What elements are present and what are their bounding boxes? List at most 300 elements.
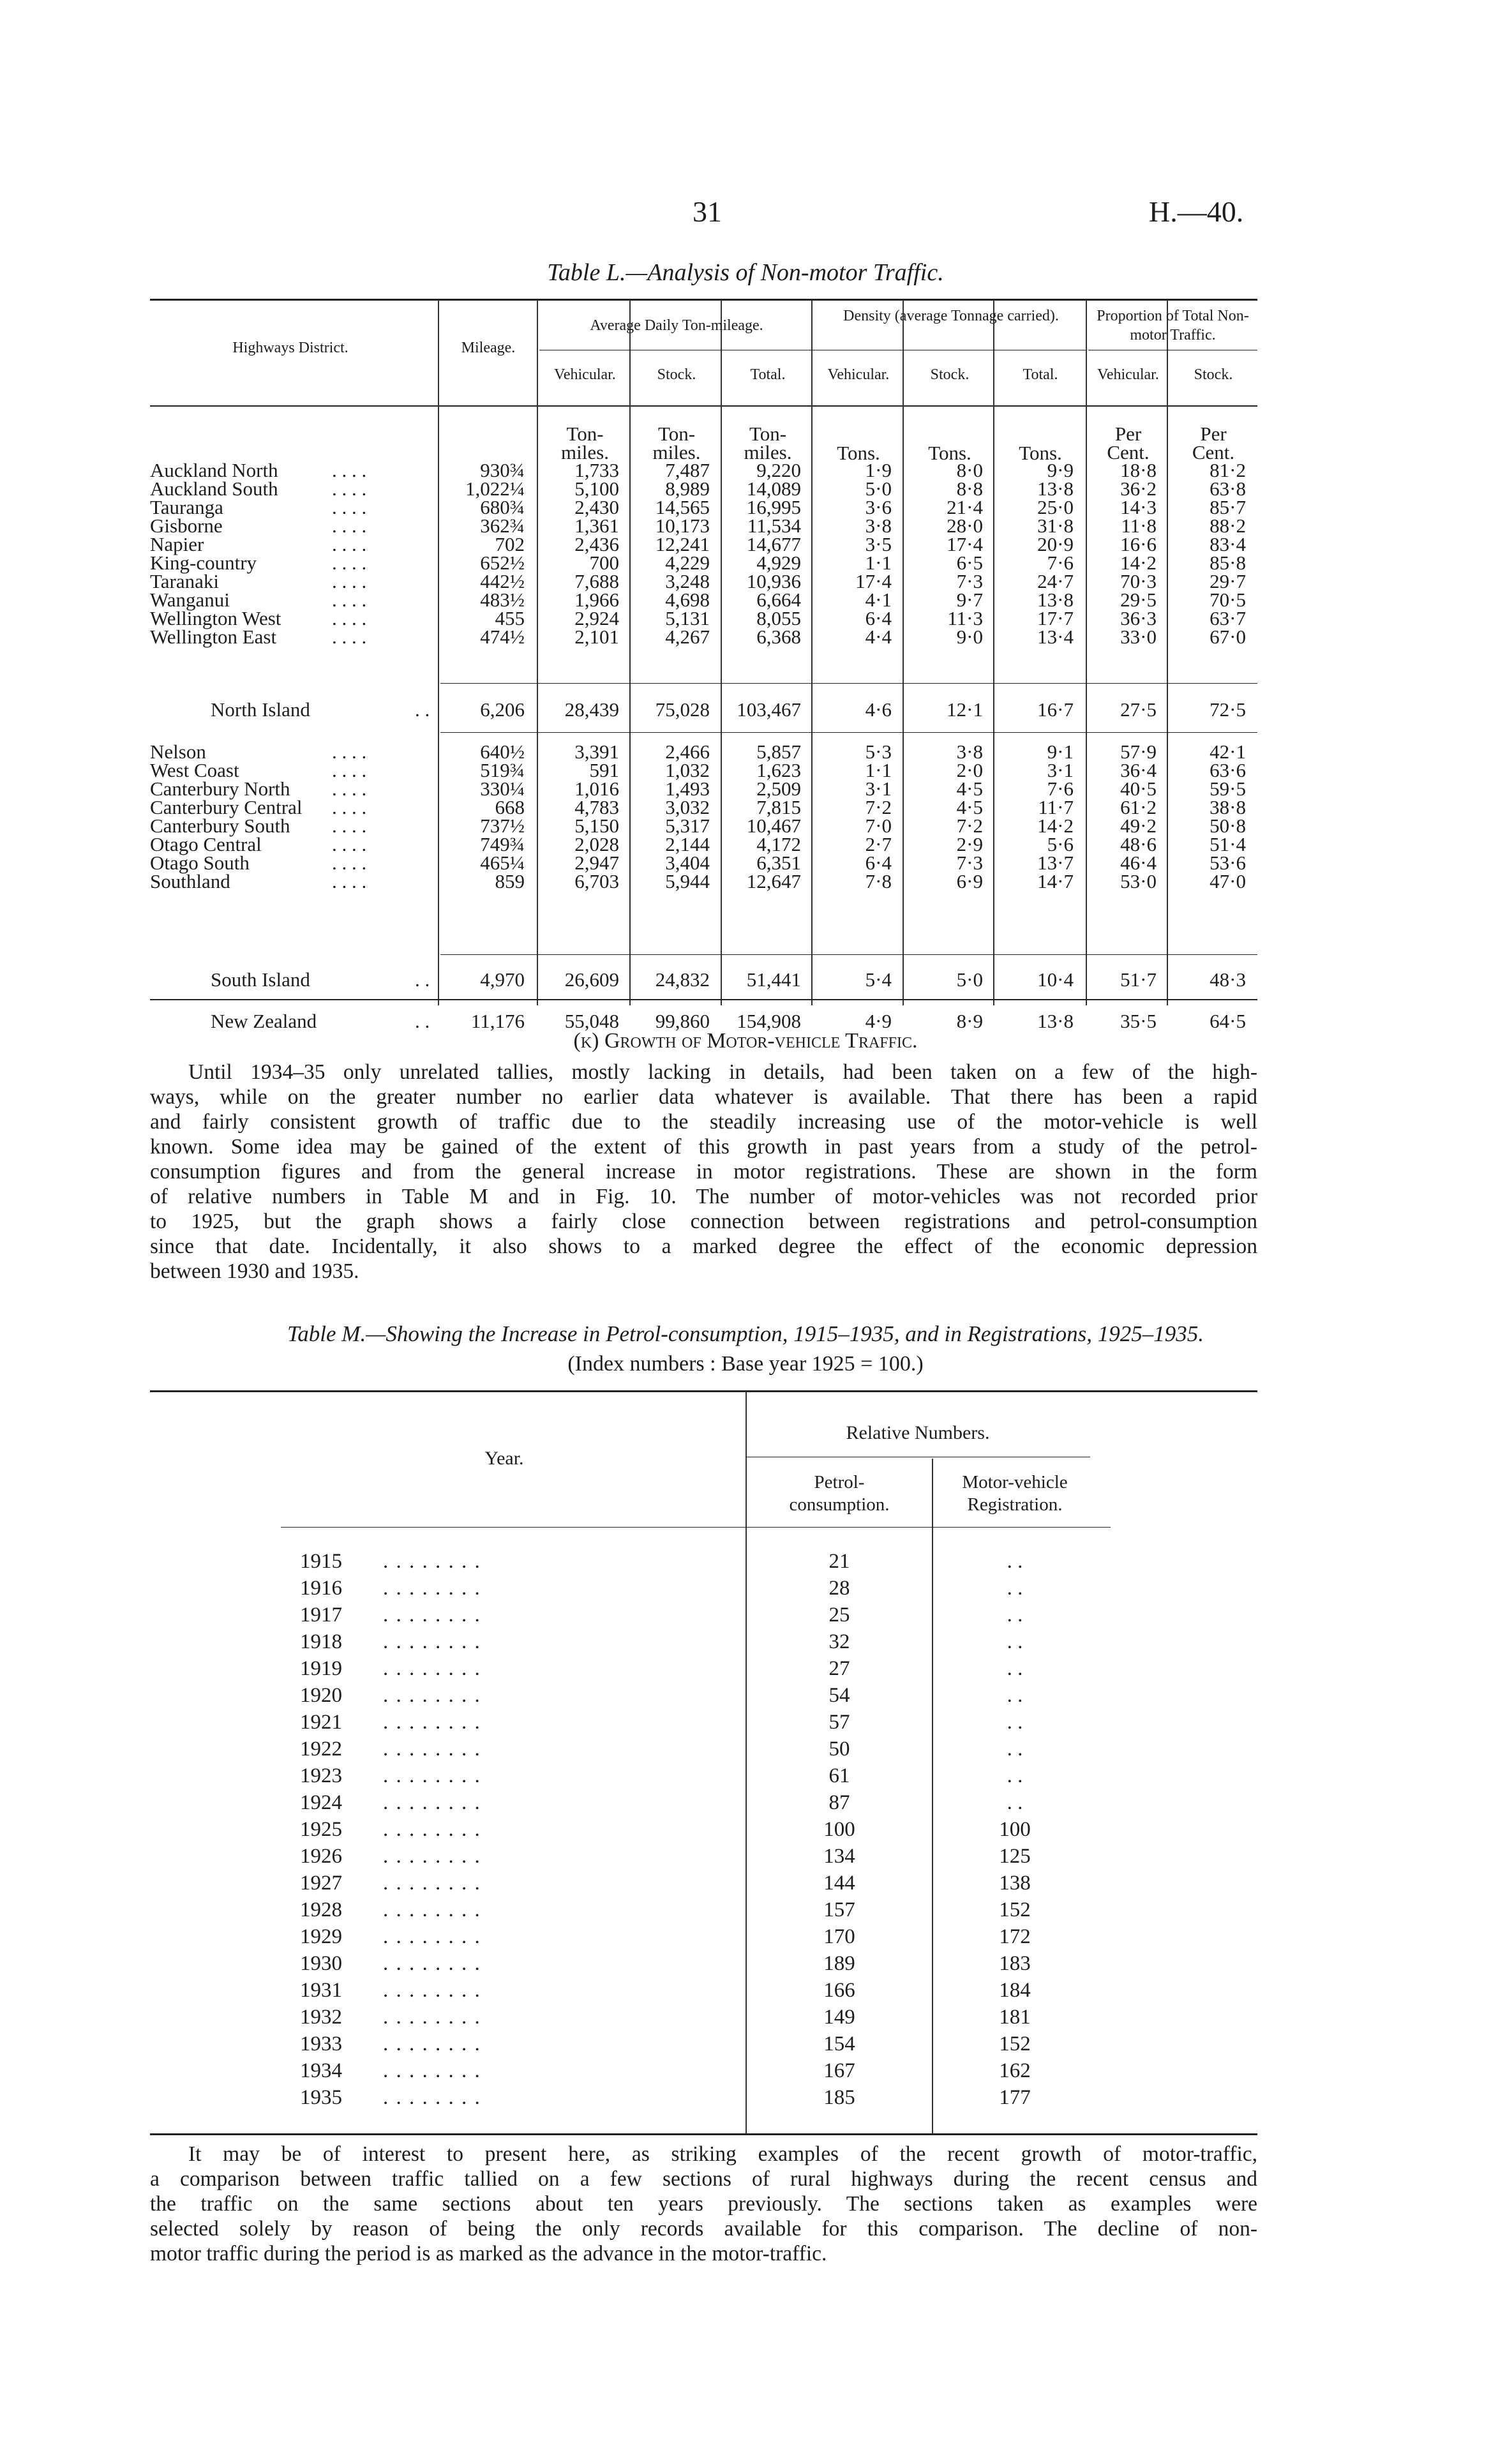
table-l-row-label: Wellington West: [150, 607, 281, 629]
table-l-south-total-cell: 51,441: [746, 968, 801, 991]
table-m-leader: . . . . . . . .: [383, 1550, 481, 1573]
table-m-year: 1933: [300, 2032, 342, 2055]
table-m-leader: . . . . . . . .: [383, 1845, 481, 1868]
table-l-mileage-header: Mileage.: [461, 340, 516, 356]
table-l-south-total-cell: 10·4: [1037, 968, 1074, 991]
table-m-motor-value: 100: [999, 1818, 1031, 1841]
table-m-motor-header: Motor-vehicle Registration.: [962, 1472, 1068, 1515]
table-l-row-cell: 1·1: [865, 759, 892, 781]
table-l-row-cell: 8,989: [665, 477, 710, 500]
table-l-col-line: [903, 300, 904, 1005]
table-l-unit: Ton- miles.: [561, 423, 609, 463]
table-l-row-cell: 1,016: [574, 778, 619, 800]
table-l-unit: Tons.: [928, 442, 971, 464]
table-m-leader: . . . . . . . .: [383, 2086, 481, 2109]
closing-line: the traffic on the same sections about ten years previously. The sections taken as examples were: [150, 2192, 1257, 2216]
table-l-col-line: [1086, 300, 1087, 1005]
table-l-row-cell: 9·7: [956, 589, 983, 611]
table-l-row-label: Wanganui: [150, 589, 230, 611]
table-m-bottom-rule: [150, 2133, 1257, 2135]
table-m-petrol-value: 61: [828, 1764, 850, 1787]
table-m-motor-value: 184: [999, 1979, 1031, 2002]
table-l-row-cell: 29·5: [1120, 589, 1157, 611]
table-l-unit: Tons.: [837, 442, 880, 464]
table-l-row-label: King-country: [150, 552, 257, 574]
table-l-row-label: Tauranga: [150, 496, 223, 518]
table-l-col-line: [537, 300, 538, 1005]
table-l-unit: Ton- miles.: [744, 423, 792, 463]
table-l-nz-total-cell: 35·5: [1120, 1010, 1157, 1032]
table-l-south-total-cell: 26,609: [564, 968, 619, 991]
table-m-leader: . . . . . . . .: [383, 2059, 481, 2082]
table-l-row-cell: 9·0: [956, 626, 983, 648]
table-m-petrol-value: 28: [828, 1577, 850, 1600]
table-m-petrol-value: 170: [823, 1925, 855, 1948]
table-l-row-cell: 4,267: [665, 626, 710, 648]
table-l-subheader: Total.: [750, 366, 786, 383]
table-m-motor-value: . .: [1007, 1550, 1023, 1573]
table-l-row-cell: 652½: [480, 552, 525, 574]
table-m-leader: . . . . . . . .: [383, 1952, 481, 1975]
table-l-row-cell: 6·4: [865, 852, 892, 874]
table-m-petrol-value: 57: [828, 1711, 850, 1734]
table-l-row-cell: 442½: [480, 570, 525, 592]
table-l-row-cell: 9,220: [756, 459, 801, 481]
table-m-petrol-value: 50: [828, 1738, 850, 1761]
table-l-row-cell: 11·3: [947, 607, 983, 629]
table-l-row-cell: 46·4: [1120, 852, 1157, 874]
table-m-motor-value: . .: [1007, 1791, 1023, 1814]
table-l-row-cell: 13·4: [1037, 626, 1074, 648]
table-m-motor-value: 152: [999, 1898, 1031, 1921]
table-m-divider-1: [746, 1392, 747, 2133]
table-l-row-cell: 31·8: [1037, 515, 1074, 537]
table-l-row-cell: 2,144: [665, 833, 710, 855]
table-l-row-cell: 18·8: [1120, 459, 1157, 481]
table-m-petrol-value: 32: [828, 1630, 850, 1653]
table-l-row-cell: 9·1: [1047, 740, 1074, 763]
table-l-row-cell: 1,493: [665, 778, 710, 800]
table-m-leader: . . . . . . . .: [383, 1738, 481, 1761]
table-l-row-cell: 5,131: [665, 607, 710, 629]
table-l-row-cell: 81·2: [1210, 459, 1246, 481]
table-l-row-cell: 63·7: [1210, 607, 1246, 629]
table-l-row-label: West Coast: [150, 759, 239, 781]
table-l-row-cell: 24·7: [1037, 570, 1074, 592]
table-l-row-cell: 6,664: [756, 589, 801, 611]
table-l-row-label: Canterbury Central: [150, 796, 303, 818]
table-l-subheader: Vehicular.: [827, 366, 890, 383]
table-l-nz-total-leader: . .: [415, 1010, 430, 1032]
table-l-row-cell: 4·5: [956, 778, 983, 800]
closing-line: selected solely by reason of being the only records available for this comparison. The decline of non-: [150, 2217, 1257, 2241]
table-l-row-cell: 2,028: [574, 833, 619, 855]
section-k-line: known. Some idea may be gained of the extent of this growth in past years from a study of the petrol-: [150, 1135, 1257, 1159]
table-l-row-cell: 16·6: [1120, 533, 1157, 555]
table-m-subtitle: (Index numbers : Base year 1925 = 100.): [567, 1352, 924, 1376]
table-m-title: Table M.—Showing the Increase in Petrol-consumption, 1915–1935, and in Registrations, 1925–1935.: [287, 1321, 1204, 1346]
table-m-petrol-value: 167: [823, 2059, 855, 2082]
closing-paragraph: [150, 2142, 1257, 2266]
table-l-row-cell: 11·8: [1121, 515, 1157, 537]
table-l-row-cell: 53·0: [1120, 870, 1157, 892]
table-l-row-cell: 465¼: [480, 852, 525, 874]
table-l-row-cell: 70·3: [1120, 570, 1157, 592]
section-k-line: ways, while on the greater number no earlier data whatever is available. That there has been a rapid: [150, 1085, 1257, 1109]
table-l-row-cell: 7,688: [574, 570, 619, 592]
table-l-row-leader: . . . .: [332, 515, 367, 537]
table-l-row-cell: 13·8: [1037, 589, 1074, 611]
table-l-row-cell: 17·4: [855, 570, 892, 592]
table-l-north-total-label: North Island: [211, 698, 310, 721]
table-l-row-cell: 10,936: [746, 570, 801, 592]
table-l-subheader: Stock.: [657, 366, 696, 383]
table-l-row-cell: 36·3: [1120, 607, 1157, 629]
table-l-row-cell: 5,317: [665, 815, 710, 837]
table-m-motor-value: 138: [999, 1872, 1031, 1895]
table-m-motor-value: . .: [1007, 1657, 1023, 1680]
section-k-line: to 1925, but the graph shows a fairly close connection between registrations and petrol-consumption: [150, 1210, 1257, 1233]
table-l-north-total-cell: 28,439: [564, 698, 619, 721]
table-l-row-cell: 5,857: [756, 740, 801, 763]
table-l-row-cell: 4,229: [665, 552, 710, 574]
table-l-row-cell: 38·8: [1210, 796, 1246, 818]
table-l-row-cell: 49·2: [1120, 815, 1157, 837]
section-k-line: and fairly consistent growth of traffic due to the steadily increasing use of the motor-vehicle is well: [150, 1110, 1257, 1134]
table-l-row-cell: 14·7: [1037, 870, 1074, 892]
table-l-row-cell: 53·6: [1210, 852, 1246, 874]
table-l-nz-total-cell: 55,048: [564, 1010, 619, 1032]
table-m-year: 1931: [300, 1979, 342, 2002]
section-k-line: between 1930 and 1935.: [150, 1259, 359, 1283]
table-l-row-cell: 10,173: [655, 515, 710, 537]
table-l-nz-total-cell: 4·9: [865, 1010, 892, 1032]
table-l-unit: Per Cent.: [1192, 423, 1235, 463]
table-l-subtotal-rule: [440, 683, 1257, 684]
table-m-year: 1923: [300, 1764, 342, 1787]
table-l-row-cell: 14·3: [1120, 496, 1157, 518]
table-l-row-label: Gisborne: [150, 515, 223, 537]
table-l-row-label: Canterbury North: [150, 778, 290, 800]
table-l-row-leader: . . . .: [332, 740, 367, 763]
table-l-row-cell: 6,703: [574, 870, 619, 892]
table-l-subheader: Stock.: [930, 366, 970, 383]
table-l-row-cell: 330¼: [480, 778, 525, 800]
table-l-row-cell: 29·7: [1210, 570, 1246, 592]
table-m-petrol-value: 134: [823, 1845, 855, 1868]
table-l-row-cell: 668: [495, 796, 525, 818]
table-l-row-cell: 749¾: [480, 833, 525, 855]
table-l-row-label: Taranaki: [150, 570, 219, 592]
table-l-row-label: Wellington East: [150, 626, 277, 648]
table-m-year: 1924: [300, 1791, 342, 1814]
table-l-nz-total-cell: 8·9: [956, 1010, 983, 1032]
table-m-motor-value: 172: [999, 1925, 1031, 1948]
table-l-row-cell: 14,565: [655, 496, 710, 518]
table-m-leader: . . . . . . . .: [383, 1684, 481, 1707]
table-l-row-cell: 2,924: [574, 607, 619, 629]
table-m-motor-value: . .: [1007, 1630, 1023, 1653]
table-m-year: 1928: [300, 1898, 342, 1921]
table-l-row-cell: 3·8: [956, 740, 983, 763]
table-l-row-cell: 20·9: [1037, 533, 1074, 555]
table-m-year: 1921: [300, 1711, 342, 1734]
table-m-motor-value: 152: [999, 2032, 1031, 2055]
table-l-row-cell: 48·6: [1120, 833, 1157, 855]
table-l-row-cell: 2,466: [665, 740, 710, 763]
table-m-relative-header: Relative Numbers.: [846, 1422, 990, 1443]
table-l-row-cell: 680¾: [480, 496, 525, 518]
table-m-leader: . . . . . . . .: [383, 2006, 481, 2029]
table-l-nz-total-label: New Zealand: [211, 1010, 317, 1032]
table-l-north-total-cell: 72·5: [1210, 698, 1246, 721]
table-l-row-cell: 8·0: [956, 459, 983, 481]
table-l-col-line: [993, 300, 994, 1005]
table-m-year: 1920: [300, 1684, 342, 1707]
table-l-south-total-leader: . .: [415, 968, 430, 991]
table-m-motor-value: 162: [999, 2059, 1031, 2082]
table-m-petrol-value: 185: [823, 2086, 855, 2109]
table-m-petrol-value: 100: [823, 1818, 855, 1841]
table-l-unit: Per Cent.: [1107, 423, 1150, 463]
table-l-row-cell: 57·9: [1120, 740, 1157, 763]
table-l-row-leader: . . . .: [332, 778, 367, 800]
table-m-leader: . . . . . . . .: [383, 1711, 481, 1734]
table-l-row-cell: 40·5: [1120, 778, 1157, 800]
closing-line: motor traffic during the period is as marked as the advance in the motor-traffic.: [150, 2242, 827, 2265]
table-l-row-cell: 6,351: [756, 852, 801, 874]
table-l-row-cell: 85·8: [1210, 552, 1246, 574]
table-l-row-label: Nelson: [150, 740, 206, 763]
table-l-subtotal-rule: [440, 732, 1257, 733]
table-l-title: Table L.—Analysis of Non-motor Traffic.: [547, 259, 944, 286]
table-m-petrol-value: 21: [828, 1550, 850, 1573]
table-l-row-cell: 3,404: [665, 852, 710, 874]
table-m-motor-value: . .: [1007, 1764, 1023, 1787]
table-l-row-cell: 67·0: [1210, 626, 1246, 648]
table-l-row-cell: 12,241: [655, 533, 710, 555]
table-m-leader: . . . . . . . .: [383, 1577, 481, 1600]
table-m-petrol-value: 25: [828, 1604, 850, 1626]
table-l-row-leader: . . . .: [332, 589, 367, 611]
table-l-row-cell: 13·8: [1037, 477, 1074, 500]
table-m-leader: . . . . . . . .: [383, 1898, 481, 1921]
table-l-row-cell: 50·8: [1210, 815, 1246, 837]
table-l-avg-group-header: Average Daily Ton-mileage.: [590, 317, 763, 334]
table-l-unit: Ton- miles.: [652, 423, 701, 463]
table-l-row-cell: 8,055: [756, 607, 801, 629]
table-l-row-cell: 6·5: [956, 552, 983, 574]
table-l-row-cell: 474½: [480, 626, 525, 648]
page-number: 31: [693, 195, 722, 228]
table-l-subheader: Stock.: [1194, 366, 1233, 383]
table-l-row-cell: 4·5: [956, 796, 983, 818]
table-m-year: 1927: [300, 1872, 342, 1895]
table-l-row-label: Otago South: [150, 852, 250, 874]
table-l-row-cell: 519¾: [480, 759, 525, 781]
table-l-row-cell: 47·0: [1210, 870, 1246, 892]
table-m-leader: . . . . . . . .: [383, 1818, 481, 1841]
table-l-nz-total-cell: 11,176: [470, 1010, 525, 1032]
table-l-col-line: [438, 300, 439, 1005]
table-l-row-cell: 7·3: [956, 570, 983, 592]
table-m-top-rule: [150, 1390, 1257, 1392]
table-l-row-leader: . . . .: [332, 815, 367, 837]
table-l-row-cell: 61·2: [1120, 796, 1157, 818]
table-l-row-cell: 88·2: [1210, 515, 1246, 537]
table-l-nz-total-cell: 154,908: [737, 1010, 801, 1032]
table-m-leader: . . . . . . . .: [383, 1657, 481, 1680]
table-l-row-label: Otago Central: [150, 833, 262, 855]
table-l-row-cell: 700: [589, 552, 619, 574]
table-l-district-header: Highways District.: [232, 340, 348, 356]
table-l-row-cell: 1·9: [865, 459, 892, 481]
table-m-leader: . . . . . . . .: [383, 1604, 481, 1626]
table-m-petrol-value: 149: [823, 2006, 855, 2029]
table-l-row-cell: 1,032: [665, 759, 710, 781]
table-m-year: 1929: [300, 1925, 342, 1948]
table-l-south-total-cell: 48·3: [1210, 968, 1246, 991]
table-l-row-cell: 25·0: [1037, 496, 1074, 518]
table-l-row-cell: 4,698: [665, 589, 710, 611]
table-l-row-cell: 33·0: [1120, 626, 1157, 648]
table-l-row-cell: 2,101: [574, 626, 619, 648]
section-k-heading: (k) Growth of Motor-vehicle Traffic.: [573, 1029, 918, 1053]
table-l-row-cell: 1,733: [574, 459, 619, 481]
table-l-row-cell: 51·4: [1210, 833, 1246, 855]
table-m-year: 1915: [300, 1550, 342, 1573]
table-l-south-total-cell: 24,832: [655, 968, 710, 991]
table-l-row-cell: 13·7: [1037, 852, 1074, 874]
section-k-line: since that date. Incidentally, it also shows to a marked degree the effect of the economic depression: [150, 1235, 1257, 1258]
table-l-row-cell: 4·1: [865, 589, 892, 611]
table-l-row-cell: 17·7: [1037, 607, 1074, 629]
table-l-row-cell: 70·5: [1210, 589, 1246, 611]
table-l-row-cell: 930¾: [480, 459, 525, 481]
table-l-north-total-cell: 6,206: [480, 698, 525, 721]
table-l-row-cell: 7·2: [956, 815, 983, 837]
table-m-motor-value: 177: [999, 2086, 1031, 2109]
table-l-row-leader: . . . .: [332, 796, 367, 818]
table-l-row-cell: 16,995: [746, 496, 801, 518]
table-m-year: 1918: [300, 1630, 342, 1653]
table-m-year: 1932: [300, 2006, 342, 2029]
table-l-header-rule: [150, 405, 1257, 407]
table-l-row-cell: 4,783: [574, 796, 619, 818]
table-m-petrol-value: 157: [823, 1898, 855, 1921]
table-l-row-cell: 7,815: [756, 796, 801, 818]
table-l-row-cell: 11·7: [1038, 796, 1074, 818]
table-m-year-header: Year.: [484, 1448, 524, 1469]
table-l-row-cell: 859: [495, 870, 525, 892]
table-l-row-cell: 3·5: [865, 533, 892, 555]
table-l-proportion-group-header: Proportion of Total Non-motor Traffic.: [1097, 308, 1249, 343]
table-l-row-cell: 9·9: [1047, 459, 1074, 481]
table-l-row-cell: 85·7: [1210, 496, 1246, 518]
table-l-row-cell: 1·1: [865, 552, 892, 574]
table-l-row-cell: 59·5: [1210, 778, 1246, 800]
table-m-year: 1917: [300, 1604, 342, 1626]
table-l-row-cell: 5·3: [865, 740, 892, 763]
table-l-row-leader: . . . .: [332, 552, 367, 574]
table-l-row-cell: 640½: [480, 740, 525, 763]
table-l-col-line: [629, 300, 631, 1005]
table-l-north-total-cell: 4·6: [865, 698, 892, 721]
table-l-row-cell: 1,966: [574, 589, 619, 611]
table-l-total-rule: [150, 999, 1257, 1000]
table-m-year: 1916: [300, 1577, 342, 1600]
table-l-row-cell: 4,172: [756, 833, 801, 855]
table-l-row-cell: 6·4: [865, 607, 892, 629]
table-l-row-label: Napier: [150, 533, 204, 555]
table-l-nz-total-cell: 64·5: [1210, 1010, 1246, 1032]
table-l-row-cell: 7·3: [956, 852, 983, 874]
table-l-row-cell: 3·1: [1047, 759, 1074, 781]
table-m-motor-value: 125: [999, 1845, 1031, 1868]
table-m-motor-value: . .: [1007, 1684, 1023, 1707]
table-m-petrol-value: 154: [823, 2032, 855, 2055]
table-l-row-cell: 591: [589, 759, 619, 781]
table-l-south-total-cell: 5·4: [865, 968, 892, 991]
table-l-col-line: [811, 300, 813, 1005]
table-m-year: 1919: [300, 1657, 342, 1680]
table-l-row-cell: 83·4: [1210, 533, 1246, 555]
table-l-row-cell: 3,032: [665, 796, 710, 818]
table-m-petrol-header: Petrol- consumption.: [789, 1472, 890, 1515]
table-l-row-cell: 6·9: [956, 870, 983, 892]
table-l-row-cell: 63·6: [1210, 759, 1246, 781]
table-l-row-cell: 21·4: [947, 496, 983, 518]
table-l-north-total-cell: 75,028: [655, 698, 710, 721]
table-m-leader: . . . . . . . .: [383, 1979, 481, 2002]
table-l-row-cell: 1,623: [756, 759, 801, 781]
table-m-petrol-value: 27: [828, 1657, 850, 1680]
table-m-motor-value: . .: [1007, 1604, 1023, 1626]
table-l-subheader: Vehicular.: [554, 366, 616, 383]
closing-line: It may be of interest to present here, as striking examples of the recent growth of motor-traffic,: [188, 2142, 1257, 2166]
table-l-row-label: Auckland North: [150, 459, 278, 481]
table-l-row-cell: 14·2: [1120, 552, 1157, 574]
table-l-row-cell: 455: [495, 607, 525, 629]
table-l-row-cell: 3·8: [865, 515, 892, 537]
table-l-north-total-cell: 16·7: [1037, 698, 1074, 721]
table-m-motor-value: . .: [1007, 1711, 1023, 1734]
table-l-row-cell: 5,100: [574, 477, 619, 500]
table-m-motor-value: 183: [999, 1952, 1031, 1975]
table-m-motor-value: . .: [1007, 1738, 1023, 1761]
table-l-row-cell: 63·8: [1210, 477, 1246, 500]
table-m-leader: . . . . . . . .: [383, 2032, 481, 2055]
table-l-row-cell: 28·0: [947, 515, 983, 537]
table-l-north-total-leader: . .: [415, 698, 430, 721]
table-l-row-cell: 7·6: [1047, 552, 1074, 574]
table-l-row-cell: 3·1: [865, 778, 892, 800]
table-l-top-rule: [150, 299, 1257, 301]
table-l-row-leader: . . . .: [332, 833, 367, 855]
table-l-row-leader: . . . .: [332, 459, 367, 481]
table-l-row-leader: . . . .: [332, 570, 367, 592]
table-l-row-leader: . . . .: [332, 870, 367, 892]
table-l-row-cell: 14,089: [746, 477, 801, 500]
table-m-motor-value: . .: [1007, 1577, 1023, 1600]
table-l-row-label: Auckland South: [150, 477, 278, 500]
table-l-row-cell: 7,487: [665, 459, 710, 481]
table-l-row-cell: 36·4: [1120, 759, 1157, 781]
table-l-subheader: Vehicular.: [1097, 366, 1159, 383]
table-l-row-cell: 702: [495, 533, 525, 555]
table-l-unit: Tons.: [1019, 442, 1062, 464]
table-m-year: 1935: [300, 2086, 342, 2109]
